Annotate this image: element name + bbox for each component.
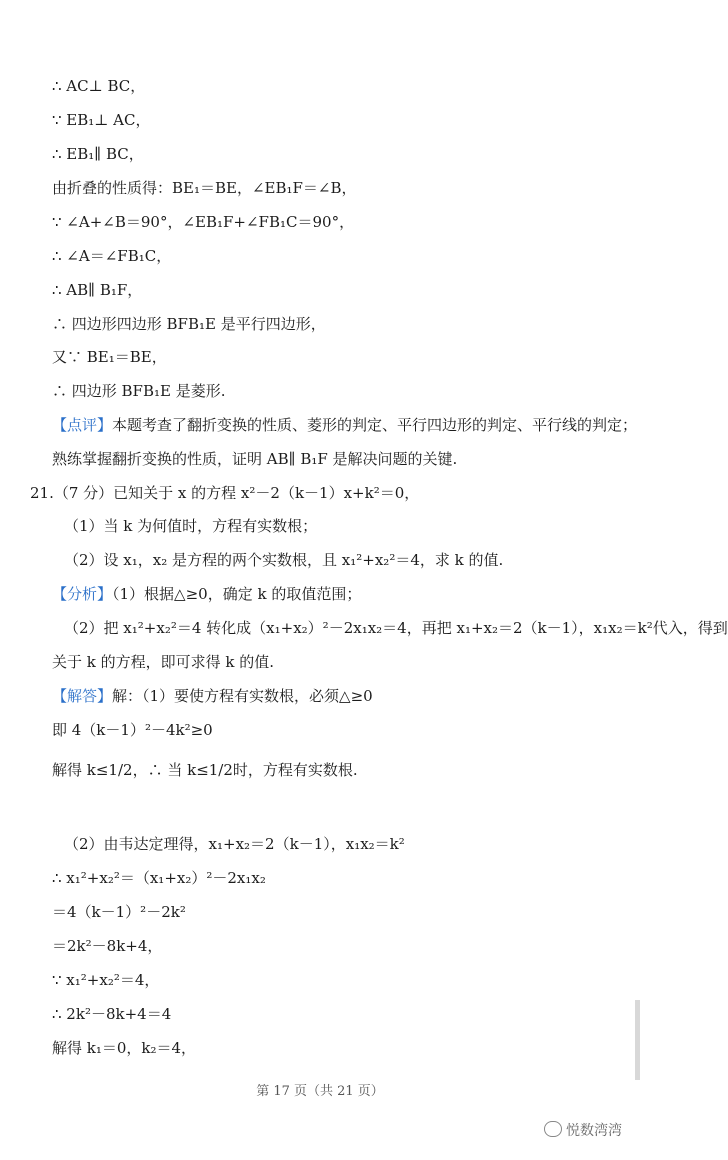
question-part: （2）设 x₁，x₂ 是方程的两个实数根，且 x₁²+x₂²＝4，求 k 的值. bbox=[64, 551, 504, 569]
text-line: （2）把 x₁²+x₂²＝4 转化成（x₁+x₂）²－2x₁x₂＝4，再把 x₁+x₂＝2（k－1），x₁x₂＝k²代入，得到 bbox=[64, 619, 728, 637]
text-line: 解得 k≤1/2，∴ 当 k≤1/2时，方程有实数根. bbox=[52, 761, 358, 779]
text-line: 熟练掌握翻折变换的性质，证明 AB∥ B₁F 是解决问题的关键. bbox=[52, 450, 458, 468]
wechat-icon bbox=[544, 1121, 562, 1137]
section-tag: 【点评】 bbox=[52, 416, 113, 434]
text-line: ∴ 2k²－8k+4＝4 bbox=[52, 1005, 172, 1023]
text-line: ∴ 四边形四边形 BFB₁E 是平行四边形， bbox=[52, 315, 326, 333]
text-line: ∴ AC⊥ BC， bbox=[52, 77, 146, 95]
text-line: ∴ x₁²+x₂²＝（x₁+x₂）²－2x₁x₂ bbox=[52, 869, 266, 887]
page-footer: 第 17 页（共 21 页） bbox=[256, 1084, 384, 1099]
text-line: ∵ EB₁⊥ AC， bbox=[52, 111, 151, 129]
scrollbar[interactable] bbox=[635, 1000, 640, 1080]
text-line: ∴ 四边形 BFB₁E 是菱形. bbox=[52, 382, 226, 400]
text-line: 即 4（k－1）²－4k²≥0 bbox=[52, 721, 213, 739]
text-line: ∴ AB∥ B₁F， bbox=[52, 281, 143, 299]
text-line: 解得 k₁＝0，k₂＝4， bbox=[52, 1039, 197, 1057]
text-line: 关于 k 的方程，即可求得 k 的值. bbox=[52, 653, 275, 671]
text-line: ∴ ∠A＝∠FB₁C， bbox=[52, 247, 172, 265]
text-line: ∴ EB₁∥ BC， bbox=[52, 145, 144, 163]
text-line: ＝4（k－1）²－2k² bbox=[52, 903, 186, 921]
text-line: ∵ x₁²+x₂²＝4， bbox=[52, 971, 160, 989]
analysis-line: 【分析】（1）根据△≥0，确定 k 的取值范围； bbox=[52, 585, 362, 603]
watermark-text: 悦数湾湾 bbox=[566, 1123, 622, 1139]
text-line: （2）由韦达定理得，x₁+x₂＝2（k－1），x₁x₂＝k² bbox=[64, 835, 405, 853]
text-line: 由折叠的性质得：BE₁＝BE，∠EB₁F＝∠B， bbox=[52, 179, 357, 197]
comment-line: 【点评】本题考查了翻折变换的性质、菱形的判定、平行四边形的判定、平行线的判定； bbox=[52, 416, 638, 434]
text-line: 又∵ BE₁＝BE， bbox=[52, 348, 167, 366]
question-part: （1）当 k 为何值时，方程有实数根； bbox=[64, 517, 318, 535]
section-tag: 【解答】 bbox=[52, 687, 113, 705]
section-tag: 【分析】 bbox=[52, 585, 113, 603]
question-title: 21.（7 分）已知关于 x 的方程 x²－2（k－1）x+k²＝0， bbox=[30, 484, 420, 502]
answer-line: 【解答】解：（1）要使方程有实数根，必须△≥0 bbox=[52, 687, 373, 705]
watermark bbox=[544, 1120, 622, 1140]
text-line: ＝2k²－8k+4， bbox=[52, 937, 163, 955]
text-line: ∵ ∠A+∠B＝90°，∠EB₁F+∠FB₁C＝90°， bbox=[52, 213, 355, 231]
